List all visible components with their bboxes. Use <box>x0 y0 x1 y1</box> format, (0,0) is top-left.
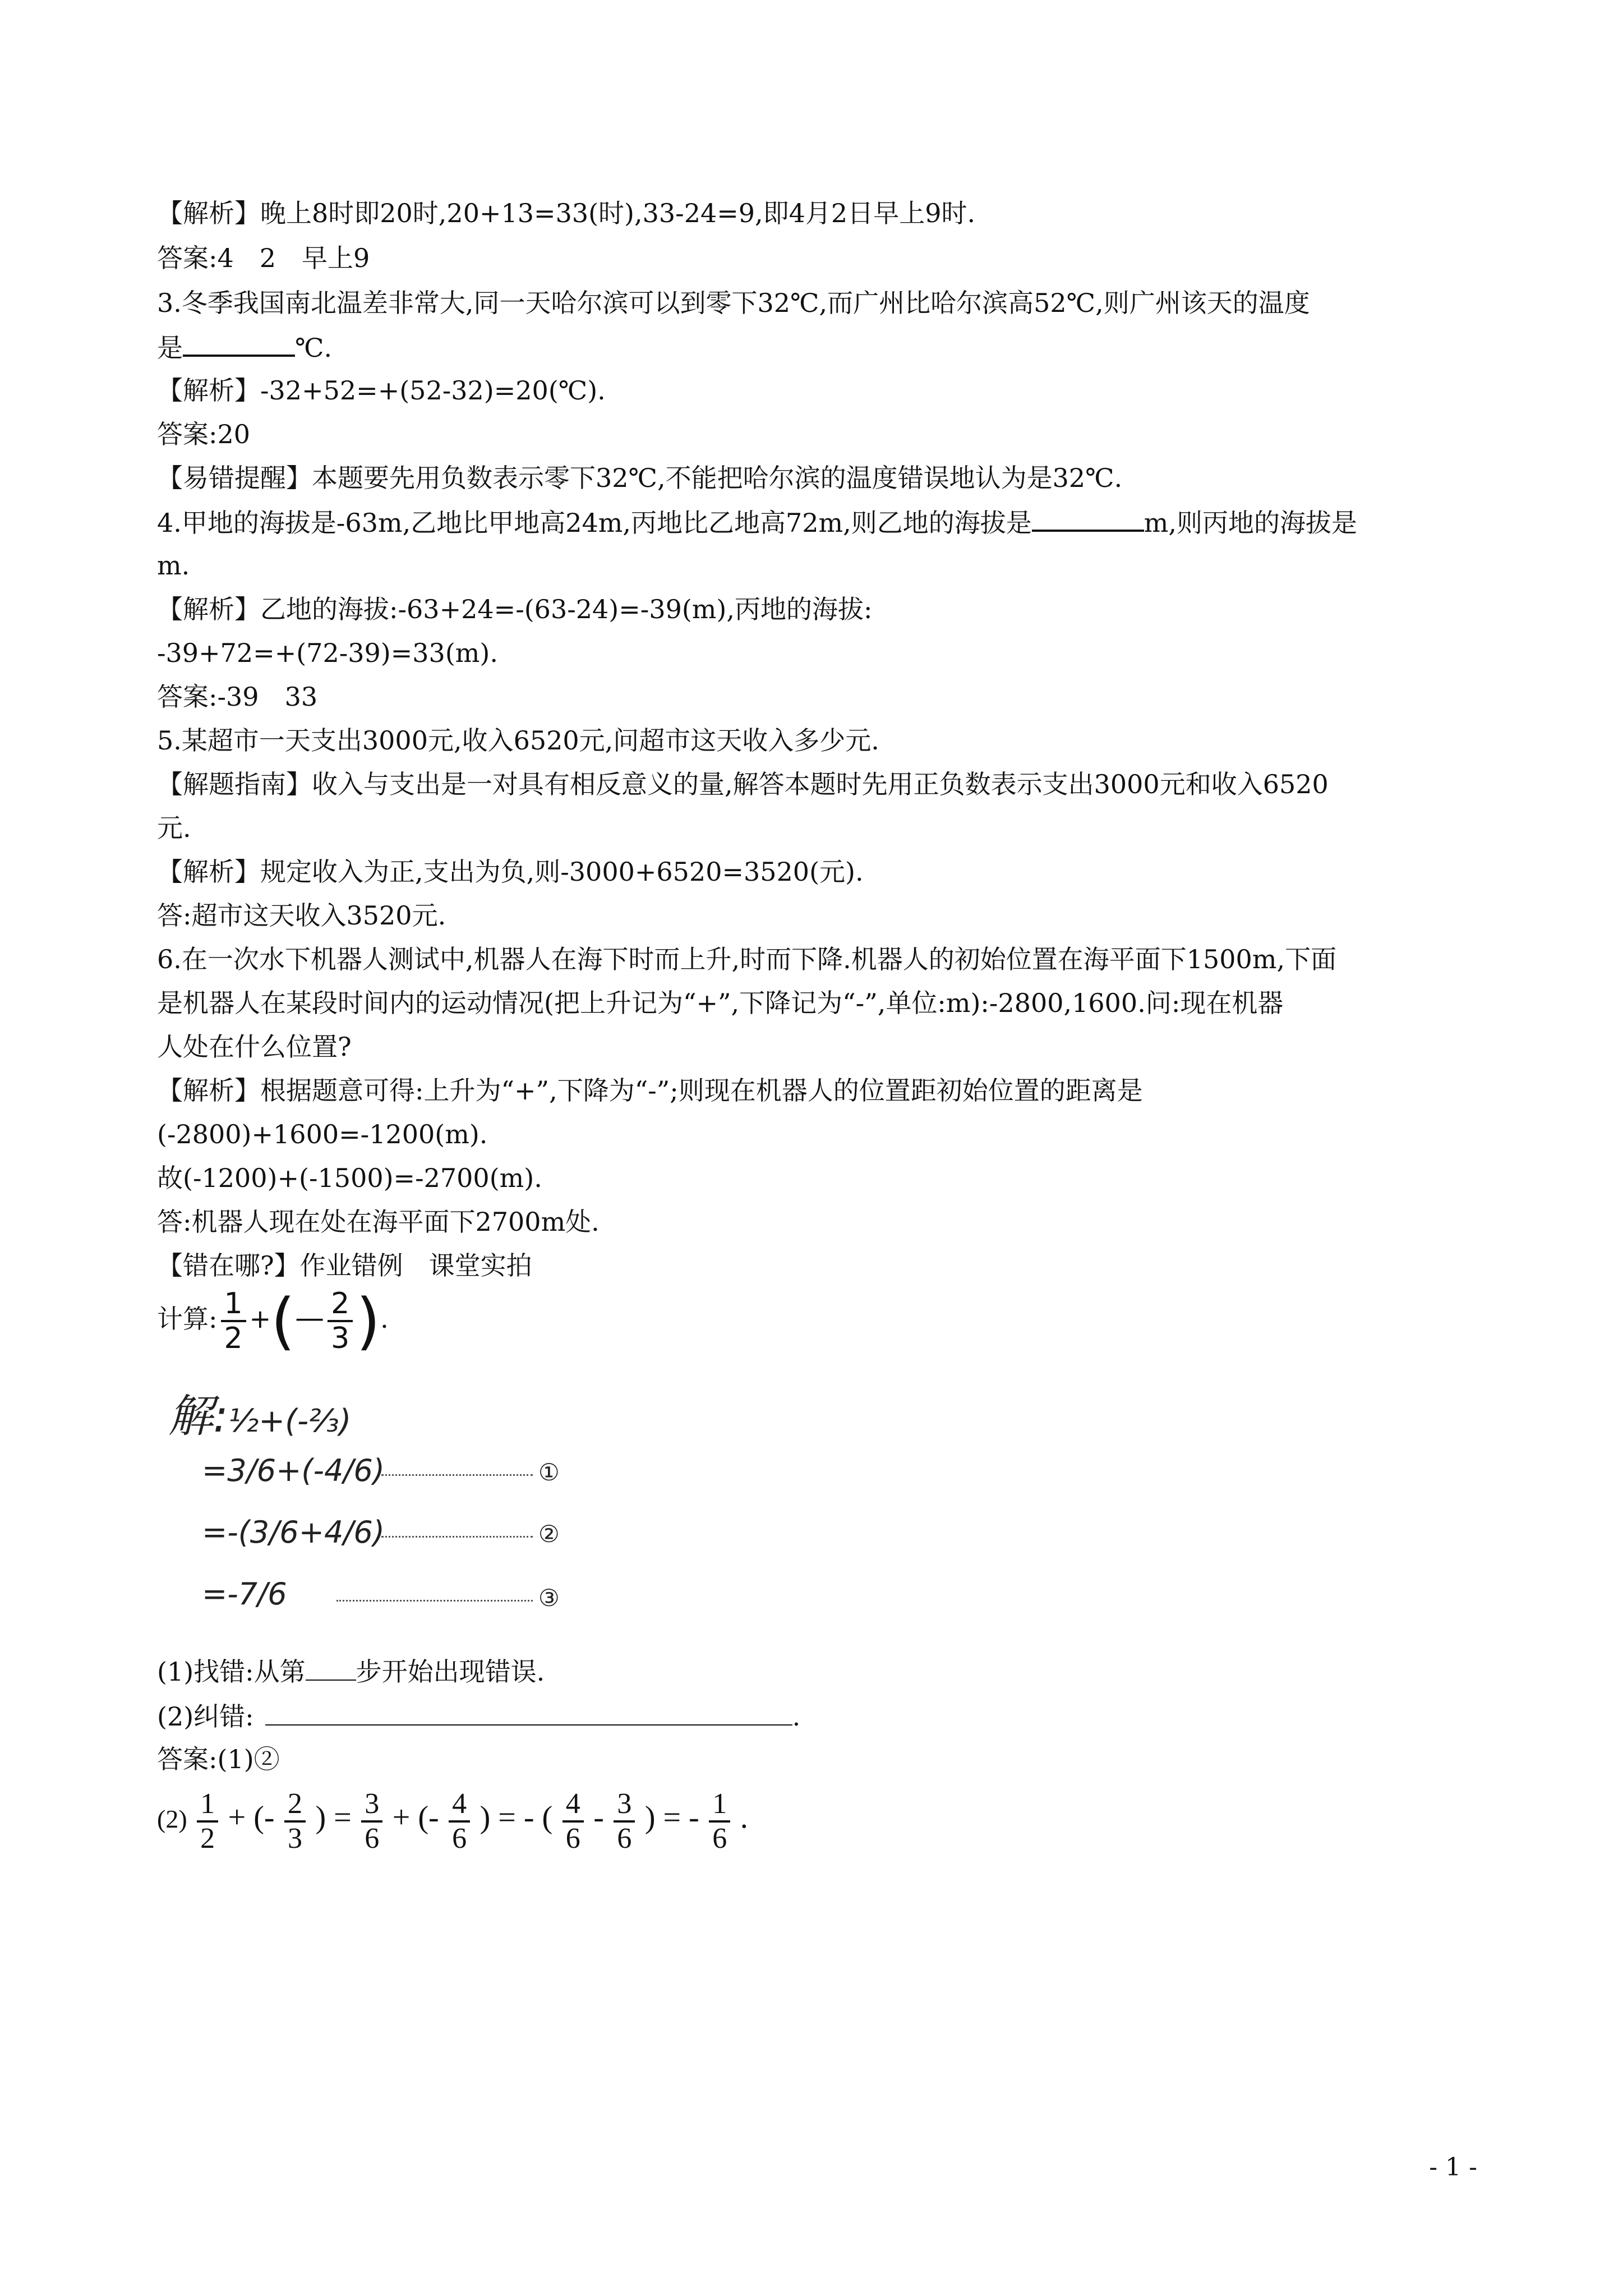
analysis-line-1: 【解析】晚上8时即20时,20+13=33(时),33-24=9,即4月2日早上9时. <box>157 198 976 228</box>
answer-blank[interactable] <box>265 1700 792 1726</box>
analysis-line-6b: (-2800)+1600=-1200(m). <box>157 1119 488 1149</box>
correct-error-line: (2)纠错: . <box>157 1700 800 1733</box>
fraction: $\frac{3}{6}$ <box>361 1788 382 1855</box>
question-6: 6.在一次水下机器人测试中,机器人在海下时而上升,时而下降.机器人的初始位置在海平面下1500m,下面 <box>157 944 1337 974</box>
handwritten-step-3: =-7/6 <box>202 1576 287 1612</box>
question-3: 3.冬季我国南北温差非常大,同一天哈尔滨可以到零下32℃,而广州比哈尔滨高52℃,则广州该天的温度 <box>157 288 1310 318</box>
fraction: $\frac{1}{2}$ <box>197 1788 218 1855</box>
analysis-line-4: 【解析】乙地的海拔:-63+24=-(63-24)=-39(m),丙地的海拔: <box>157 594 873 624</box>
step-marker-2: ② <box>538 1520 560 1548</box>
error-section-title: 【错在哪?】作业错例 课堂实拍 <box>157 1250 532 1281</box>
handwritten-step-1: =3/6+(-4/6) <box>202 1453 385 1488</box>
fraction: $\frac{4}{6}$ <box>562 1788 584 1855</box>
answer-blank[interactable] <box>1032 505 1144 532</box>
fraction: $\frac{4}{6}$ <box>449 1788 470 1855</box>
question-3-cont: 是 ℃. <box>157 330 332 365</box>
error-tip: 【易错提醒】本题要先用负数表示零下32℃,不能把哈尔滨的温度错误地认为是32℃. <box>157 463 1123 493</box>
answer-line-4: 答案:-39 33 <box>157 682 318 712</box>
fraction: $\frac{2}{3}$ <box>284 1788 306 1855</box>
fraction-two-thirds: $\frac{2}{3}$ <box>328 1287 353 1355</box>
answer-line-6: 答:机器人现在处在海平面下2700m处. <box>157 1207 600 1237</box>
question-5: 5.某超市一天支出3000元,收入6520元,问超市这天收入多少元. <box>157 725 879 756</box>
analysis-line-6c: 故(-1200)+(-1500)=-2700(m). <box>157 1163 542 1193</box>
question-6-cont: 是机器人在某段时间内的运动情况(把上升记为“+”,下降记为“-”,单位:m):-2800,1600.问:现在机器 <box>157 988 1284 1018</box>
analysis-line-4b: -39+72=+(72-39)=33(m). <box>157 638 498 668</box>
question-6-cont2: 人处在什么位置? <box>157 1032 352 1062</box>
answer-part-2: (2) $\frac{1}{2}$ + (- $\frac{2}{3}$ ) = $\frac{3}{6}$ + (- $\frac{4}{6}$ ) = - ( $\frac{4}{6}$ - $\frac{3}{6}$ ) = - $\frac{1}{6}$ . <box>157 1788 748 1855</box>
handwritten-title: 解:½+(-⅔) <box>168 1390 352 1442</box>
answer-line-1: 答案:4 2 早上9 <box>157 243 370 273</box>
analysis-line-6: 【解析】根据题意可得:上升为“+”,下降为“-”;则现在机器人的位置距初始位置的距离是 <box>157 1075 1143 1106</box>
find-error-line: (1)找错:从第 步开始出现错误. <box>157 1655 545 1688</box>
fraction: $\frac{3}{6}$ <box>614 1788 635 1855</box>
step-marker-1: ① <box>538 1458 560 1486</box>
answer-line-5: 答:超市这天收入3520元. <box>157 900 446 931</box>
question-4-cont: m. <box>157 550 190 581</box>
dotted-leader <box>336 1600 533 1602</box>
solving-guide-cont: 元. <box>157 813 191 843</box>
handwritten-step-2: =-(3/6+4/6) <box>202 1515 385 1550</box>
fraction: $\frac{1}{6}$ <box>709 1788 730 1855</box>
analysis-line-3: 【解析】-32+52=+(52-32)=20(℃). <box>157 375 606 406</box>
answer-part-1: 答案:(1)② <box>157 1744 280 1774</box>
compute-problem: 计算: $\frac{1}{2}$ +(— $\frac{2}{3}$ ). <box>157 1285 389 1357</box>
analysis-line-5: 【解析】规定收入为正,支出为负,则-3000+6520=3520(元). <box>157 857 864 887</box>
answer-line-3: 答案:20 <box>157 419 251 449</box>
step-marker-3: ③ <box>538 1584 560 1612</box>
question-4: 4.甲地的海拔是-63m,乙地比甲地高24m,丙地比乙地高72m,则乙地的海拔是 m,则丙地的海拔是 <box>157 505 1357 540</box>
dotted-leader <box>381 1536 533 1538</box>
answer-blank[interactable] <box>306 1655 356 1681</box>
fraction-one-half: $\frac{1}{2}$ <box>221 1287 246 1355</box>
answer-blank[interactable] <box>183 330 295 357</box>
page-number: - 1 - <box>1429 2153 1477 2182</box>
dotted-leader <box>381 1474 533 1476</box>
solving-guide: 【解题指南】收入与支出是一对具有相反意义的量,解答本题时先用正负数表示支出3000元和收入6520 <box>157 769 1329 799</box>
